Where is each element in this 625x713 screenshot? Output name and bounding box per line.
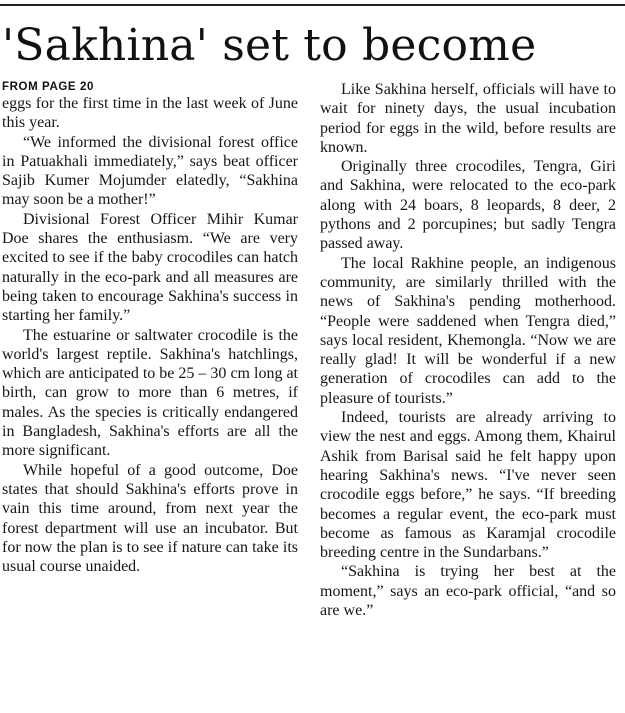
paragraph: Indeed, tourists are already arriving to view the nest and eggs. Among them, Khairul Ashik from Barisal said he felt happy upon hearing Sakhina's news. “I've never seen crocodile eggs before,” he says. “If breeding becomes a regular event, the eco-park must become as famous as Karamjal crocodile breeding centre in the Sundarbans.” — [320, 409, 616, 562]
from-page-label: FROM PAGE 20 — [2, 81, 94, 93]
paragraph: “We informed the divisional forest office in Patuakhali immediately,” says beat officer Sajib Kumer Mojumder elatedly, “Sakhina may soon be a mother!” — [2, 133, 298, 209]
headline: 'Sakhina' set to become — [2, 20, 537, 71]
paragraph: The local Rakhine people, an indigenous community, are similarly thrilled with the news of Sakhina's pending motherhood. “People were saddened when Tengra died,” says local resident, Khemongla. “Now we are really glad! It will be wonderful if a new generation of crocodiles can add to the pleasure of tourists.” — [320, 254, 616, 407]
top-rule — [0, 4, 625, 6]
article-column-left — [2, 80, 298, 576]
paragraph: Originally three crocodiles, Tengra, Giri and Sakhina, were relocated to the eco-park along with 24 boars, 8 leopards, 8 deer, 2 pythons and 2 porcupines; but sadly Tengra passed away. — [320, 158, 616, 253]
paragraph: The estuarine or saltwater crocodile is the world's largest reptile. Sakhina's hatchlings, which are anticipated to be 25 – 30 cm long at birth, can grow to more than 6 metres, if males. As the species is critically endangered in Bangladesh, Sakhina's efforts are all the more significant. — [2, 326, 298, 460]
paragraph: Divisional Forest Officer Mihir Kumar Doe shares the enthusiasm. “We are very excited to see if the baby crocodiles can hatch naturally in the eco-park and all measures are being taken to encourage Sakhina's success in starting her family.” — [2, 210, 298, 325]
paragraph: eggs for the first time in the last week of June this year. — [2, 95, 298, 132]
paragraph: While hopeful of a good outcome, Doe states that should Sakhina's efforts prove in vain this time around, from next year the forest department will use an incubator. But for now the plan is to see if nature can take its usual course unaided. — [2, 461, 298, 576]
article-column-right — [320, 80, 616, 620]
paragraph: “Sakhina is trying her best at the moment,” says an eco-park official, “and so are we.” — [320, 563, 616, 620]
paragraph: Like Sakhina herself, officials will have to wait for ninety days, the usual incubation period for eggs in the wild, before results are known. — [320, 81, 616, 156]
